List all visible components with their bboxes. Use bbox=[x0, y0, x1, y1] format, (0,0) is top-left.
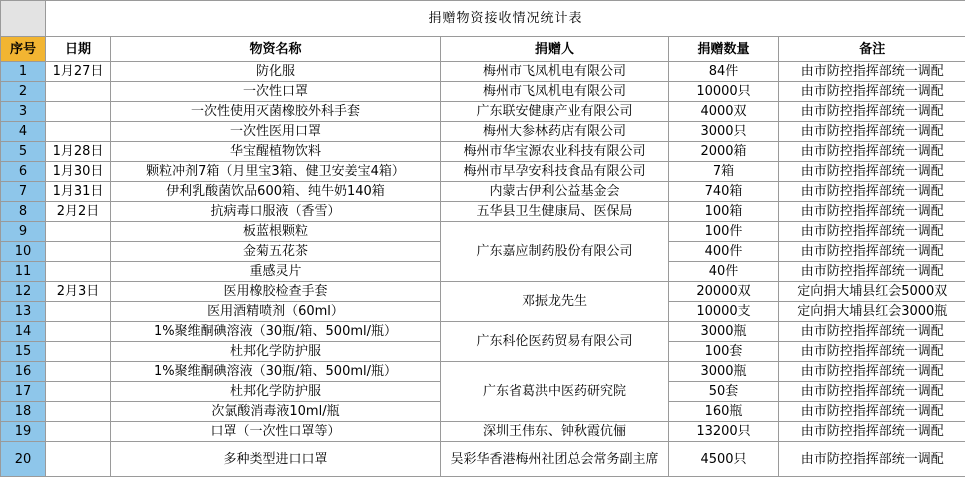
cell-date[interactable]: 1月31日 bbox=[46, 182, 111, 202]
cell-item[interactable]: 1%聚维酮碘溶液（30瓶/箱、500ml/瓶） bbox=[111, 362, 441, 382]
cell-seq[interactable]: 12 bbox=[1, 282, 46, 302]
header-item[interactable]: 物资名称 bbox=[111, 37, 441, 62]
cell-donor[interactable]: 内蒙古伊利公益基金会 bbox=[441, 182, 669, 202]
table-row bbox=[1, 322, 965, 342]
table-row bbox=[1, 82, 965, 102]
cell-qty[interactable]: 40件 bbox=[669, 262, 779, 282]
cell-date[interactable] bbox=[46, 382, 111, 402]
cell-donor-merged[interactable]: 邓振龙先生 bbox=[441, 282, 669, 322]
cell-seq[interactable]: 4 bbox=[1, 122, 46, 142]
cell-date[interactable]: 1月28日 bbox=[46, 142, 111, 162]
cell-qty[interactable]: 100件 bbox=[669, 222, 779, 242]
cell-seq[interactable]: 11 bbox=[1, 262, 46, 282]
cell-note[interactable]: 由市防控指挥部统一调配 bbox=[779, 382, 965, 402]
table-row bbox=[1, 422, 965, 442]
cell-item[interactable]: 重感灵片 bbox=[111, 262, 441, 282]
cell-note[interactable]: 由市防控指挥部统一调配 bbox=[779, 102, 965, 122]
cell-note[interactable]: 定向捐大埔县红会5000双 bbox=[779, 282, 965, 302]
header-note[interactable]: 备注 bbox=[779, 37, 965, 62]
cell-item[interactable]: 次氯酸消毒液10ml/瓶 bbox=[111, 402, 441, 422]
cell-qty[interactable]: 3000只 bbox=[669, 122, 779, 142]
cell-note[interactable]: 由市防控指挥部统一调配 bbox=[779, 162, 965, 182]
cell-date[interactable]: 1月27日 bbox=[46, 62, 111, 82]
cell-date[interactable] bbox=[46, 422, 111, 442]
cell-seq[interactable]: 5 bbox=[1, 142, 46, 162]
cell-donor[interactable]: 广东联安健康产业有限公司 bbox=[441, 102, 669, 122]
cell-seq[interactable]: 1 bbox=[1, 62, 46, 82]
cell-seq[interactable]: 15 bbox=[1, 342, 46, 362]
cell-date[interactable] bbox=[46, 362, 111, 382]
cell-date[interactable] bbox=[46, 222, 111, 242]
cell-donor[interactable]: 深圳王伟东、钟秋霞伉俪 bbox=[441, 422, 669, 442]
cell-qty[interactable]: 4000双 bbox=[669, 102, 779, 122]
cell-note[interactable]: 由市防控指挥部统一调配 bbox=[779, 142, 965, 162]
cell-donor[interactable]: 吴彩华香港梅州社团总会常务副主席 bbox=[441, 442, 669, 477]
table-row bbox=[1, 282, 965, 302]
table-row bbox=[1, 102, 965, 122]
cell-note[interactable]: 由市防控指挥部统一调配 bbox=[779, 322, 965, 342]
cell-qty[interactable]: 13200只 bbox=[669, 422, 779, 442]
cell-date[interactable] bbox=[46, 122, 111, 142]
cell-note[interactable]: 由市防控指挥部统一调配 bbox=[779, 362, 965, 382]
table-row bbox=[1, 62, 965, 82]
header-date[interactable]: 日期 bbox=[46, 37, 111, 62]
cell-item[interactable]: 抗病毒口服液（香雪） bbox=[111, 202, 441, 222]
cell-note[interactable]: 由市防控指挥部统一调配 bbox=[779, 62, 965, 82]
cell-note[interactable]: 由市防控指挥部统一调配 bbox=[779, 202, 965, 222]
table-row bbox=[1, 442, 965, 477]
cell-qty[interactable]: 7箱 bbox=[669, 162, 779, 182]
cell-note[interactable]: 由市防控指挥部统一调配 bbox=[779, 242, 965, 262]
cell-date[interactable] bbox=[46, 242, 111, 262]
cell-donor[interactable]: 梅州市早孕安科技食品有限公司 bbox=[441, 162, 669, 182]
cell-qty[interactable]: 740箱 bbox=[669, 182, 779, 202]
cell-donor[interactable]: 梅州市飞凤机电有限公司 bbox=[441, 82, 669, 102]
cell-qty[interactable]: 50套 bbox=[669, 382, 779, 402]
cell-qty[interactable]: 20000双 bbox=[669, 282, 779, 302]
cell-seq[interactable]: 2 bbox=[1, 82, 46, 102]
cell-note[interactable]: 由市防控指挥部统一调配 bbox=[779, 342, 965, 362]
cell-note[interactable]: 由市防控指挥部统一调配 bbox=[779, 82, 965, 102]
cell-qty[interactable]: 400件 bbox=[669, 242, 779, 262]
cell-seq[interactable]: 14 bbox=[1, 322, 46, 342]
table-row bbox=[1, 182, 965, 202]
cell-item[interactable]: 颗粒冲剂7箱（月里宝3箱、健卫安姜宝4箱） bbox=[111, 162, 441, 182]
cell-date[interactable] bbox=[46, 402, 111, 422]
cell-seq[interactable]: 16 bbox=[1, 362, 46, 382]
cell-qty[interactable]: 100套 bbox=[669, 342, 779, 362]
header-donor[interactable]: 捐赠人 bbox=[441, 37, 669, 62]
cell-donor-merged[interactable]: 广东嘉应制药股份有限公司 bbox=[441, 222, 669, 282]
cell-item[interactable]: 一次性口罩 bbox=[111, 82, 441, 102]
cell-seq[interactable]: 19 bbox=[1, 422, 46, 442]
cell-qty[interactable]: 10000支 bbox=[669, 302, 779, 322]
cell-qty[interactable]: 160瓶 bbox=[669, 402, 779, 422]
cell-seq[interactable]: 3 bbox=[1, 102, 46, 122]
cell-item[interactable]: 一次性使用灭菌橡胶外科手套 bbox=[111, 102, 441, 122]
header-seq[interactable]: 序号 bbox=[1, 37, 46, 62]
table-row bbox=[1, 362, 965, 382]
cell-date[interactable] bbox=[46, 262, 111, 282]
cell-date[interactable] bbox=[46, 322, 111, 342]
cell-note[interactable]: 由市防控指挥部统一调配 bbox=[779, 442, 965, 477]
cell-donor[interactable]: 梅州市华宝源农业科技有限公司 bbox=[441, 142, 669, 162]
cell-qty[interactable]: 4500只 bbox=[669, 442, 779, 477]
header-qty[interactable]: 捐赠数量 bbox=[669, 37, 779, 62]
cell-date[interactable] bbox=[46, 82, 111, 102]
cell-seq[interactable]: 9 bbox=[1, 222, 46, 242]
cell-qty[interactable]: 3000瓶 bbox=[669, 362, 779, 382]
cell-note[interactable]: 由市防控指挥部统一调配 bbox=[779, 222, 965, 242]
cell-date[interactable]: 2月3日 bbox=[46, 282, 111, 302]
cell-item[interactable]: 杜邦化学防护服 bbox=[111, 382, 441, 402]
cell-seq[interactable]: 6 bbox=[1, 162, 46, 182]
cell-item[interactable]: 医用酒精喷剂（60ml） bbox=[111, 302, 441, 322]
corner-cell bbox=[1, 1, 46, 37]
cell-seq[interactable]: 8 bbox=[1, 202, 46, 222]
cell-qty[interactable]: 2000箱 bbox=[669, 142, 779, 162]
cell-seq[interactable]: 7 bbox=[1, 182, 46, 202]
cell-date[interactable] bbox=[46, 302, 111, 322]
cell-note[interactable]: 由市防控指挥部统一调配 bbox=[779, 422, 965, 442]
cell-seq[interactable]: 18 bbox=[1, 402, 46, 422]
cell-qty[interactable]: 100箱 bbox=[669, 202, 779, 222]
cell-item[interactable]: 防化服 bbox=[111, 62, 441, 82]
cell-note[interactable]: 由市防控指挥部统一调配 bbox=[779, 182, 965, 202]
cell-note[interactable]: 定向捐大埔县红会3000瓶 bbox=[779, 302, 965, 322]
cell-item[interactable]: 一次性医用口罩 bbox=[111, 122, 441, 142]
cell-item[interactable]: 板蓝根颗粒 bbox=[111, 222, 441, 242]
cell-item[interactable]: 口罩（一次性口罩等） bbox=[111, 422, 441, 442]
cell-seq[interactable]: 20 bbox=[1, 442, 46, 477]
cell-item[interactable]: 金菊五花茶 bbox=[111, 242, 441, 262]
cell-date[interactable] bbox=[46, 342, 111, 362]
cell-item[interactable]: 杜邦化学防护服 bbox=[111, 342, 441, 362]
cell-date[interactable] bbox=[46, 102, 111, 122]
header-row bbox=[1, 37, 965, 62]
title-row bbox=[1, 1, 965, 37]
cell-note[interactable]: 由市防控指挥部统一调配 bbox=[779, 402, 965, 422]
table-row bbox=[1, 202, 965, 222]
cell-donor[interactable]: 梅州大参林药店有限公司 bbox=[441, 122, 669, 142]
cell-qty[interactable]: 84件 bbox=[669, 62, 779, 82]
cell-note[interactable]: 由市防控指挥部统一调配 bbox=[779, 262, 965, 282]
table-row bbox=[1, 142, 965, 162]
cell-item[interactable]: 多种类型进口口罩 bbox=[111, 442, 441, 477]
table-row bbox=[1, 222, 965, 242]
cell-date[interactable]: 2月2日 bbox=[46, 202, 111, 222]
cell-date[interactable]: 1月30日 bbox=[46, 162, 111, 182]
cell-seq[interactable]: 13 bbox=[1, 302, 46, 322]
cell-date[interactable] bbox=[46, 442, 111, 477]
cell-donor-merged[interactable]: 广东科伦医药贸易有限公司 bbox=[441, 322, 669, 362]
table-title: 捐赠物资接收情况统计表 bbox=[46, 1, 965, 37]
cell-qty[interactable]: 3000瓶 bbox=[669, 322, 779, 342]
cell-seq[interactable]: 17 bbox=[1, 382, 46, 402]
cell-item[interactable]: 华宝醒植物饮料 bbox=[111, 142, 441, 162]
table-row bbox=[1, 162, 965, 182]
cell-donor[interactable]: 五华县卫生健康局、医保局 bbox=[441, 202, 669, 222]
cell-item[interactable]: 医用橡胶检查手套 bbox=[111, 282, 441, 302]
cell-note[interactable]: 由市防控指挥部统一调配 bbox=[779, 122, 965, 142]
cell-donor-merged[interactable]: 广东省葛洪中医药研究院 bbox=[441, 362, 669, 422]
cell-item[interactable]: 伊利乳酸菌饮品600箱、纯牛奶140箱 bbox=[111, 182, 441, 202]
cell-qty[interactable]: 10000只 bbox=[669, 82, 779, 102]
table-row bbox=[1, 122, 965, 142]
cell-donor[interactable]: 梅州市飞凤机电有限公司 bbox=[441, 62, 669, 82]
cell-seq[interactable]: 10 bbox=[1, 242, 46, 262]
cell-item[interactable]: 1%聚维酮碘溶液（30瓶/箱、500ml/瓶） bbox=[111, 322, 441, 342]
